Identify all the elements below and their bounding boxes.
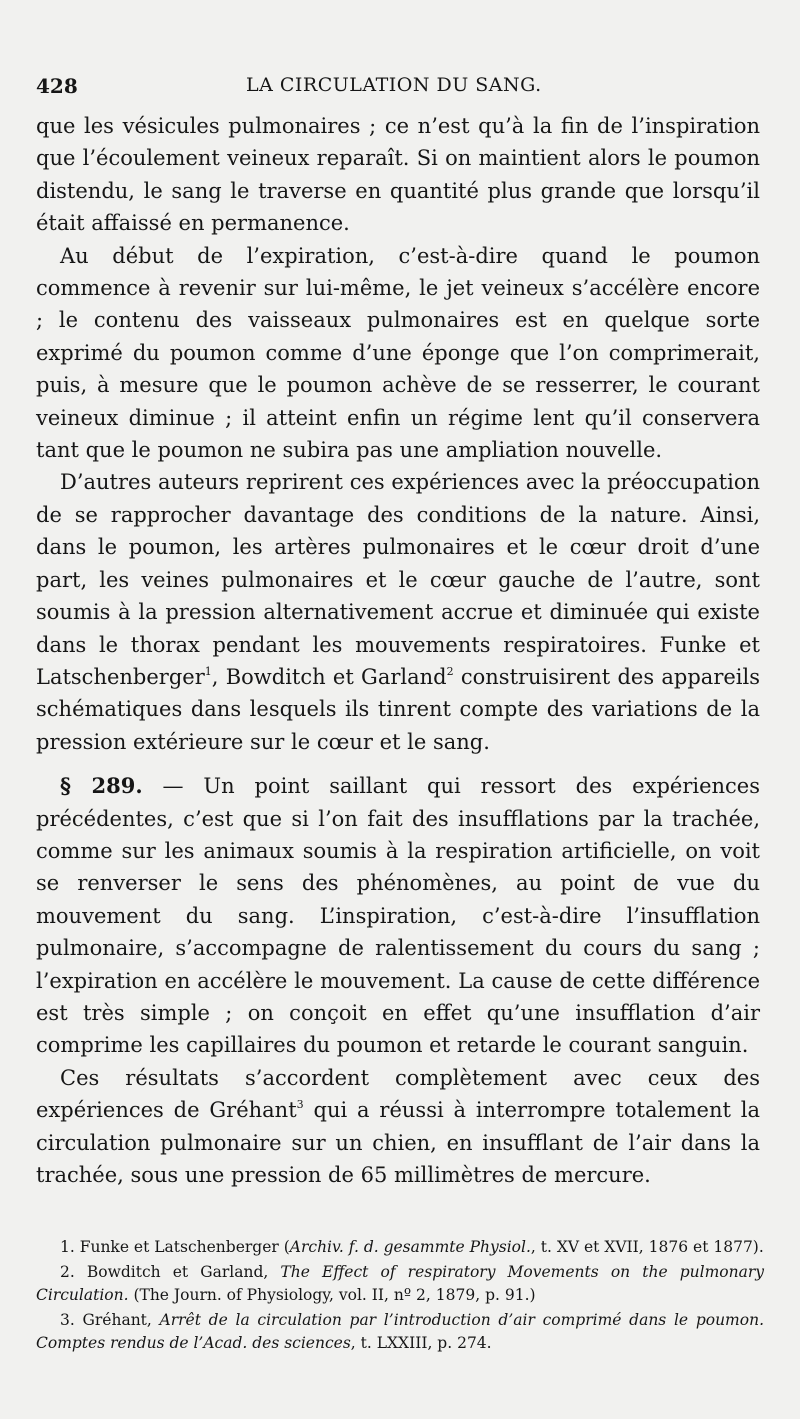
footnote-1-tail: , t. XV et XVII, 1876 et 1877). [530,1238,764,1256]
section-number: § 289. [60,773,143,799]
section-289-text: — Un point saillant qui ressort des expériences précédentes, c’est que si l’on fait des insufflations par la trachée, comme sur les animaux soumis à la respiration artificielle, on voit se renverser le sens des phénomènes, au point de vue du mouvement du sang. L’inspiration, c’est-à-dire l’insufflation pulmonaire, s’accompagne de ralentissement du cours du sang ; l’expiration en accélère le mouvement. La cause de cette différence est très simple ; on conçoit en effet qu’une insufflation d’air comprime les capillaires du poumon et retarde le courant sanguin. [36,774,760,1058]
paragraph-5-text-b: qui a réussi à interrompre totalement la circulation pulmonaire sur un chien, en insufflant de l’air dans la trachée, sous une pression de 65 millimètres de mercure. [36,1098,760,1187]
running-title: LA CIRCULATION DU SANG. [246,74,542,96]
page-number: 428 [36,74,78,98]
footnote-ref-3: 3 [296,1098,304,1112]
footnote-1-lead: 1. Funke et Latschenberger ( [60,1238,290,1256]
footnote-3-tail: , t. LXXIII, p. 274. [350,1334,492,1352]
paragraph-3-text-b: , Bowditch et Garland [211,664,447,689]
footnote-2 [36,1261,764,1307]
footnote-ref-1: 1 [204,664,212,678]
paragraph-3-text-c: construisirent des appareils schématiques dans lesquels ils tinrent compte des variations de la pression extérieure sur le cœur et le sang. [36,664,761,754]
paragraph-2: Au début de l’expiration, c’est-à-dire quand le poumon commence à revenir sur lui-même, le jet veineux s’accélère encore ; le contenu des vaisseaux pulmonaires est en quelque sorte exprimé du poumon comme d’une éponge que l’on comprimerait, puis, à mesure que le poumon achève de se resserrer, le courant veineux diminue ; il atteint enfin un régime lent qu’il conservera tant que le poumon ne subira pas une ampliation nouvelle. [36,243,760,463]
footnote-3-lead: 3. Gréhant, [60,1311,160,1329]
body-text [36,110,760,1191]
section-289-paragraph [36,770,760,1062]
page-header [36,74,760,104]
footnote-1-italic: Archiv. f. d. gesammte Physiol. [289,1238,531,1256]
paragraph-3 [36,466,760,758]
footnote-ref-2: 2 [446,664,454,678]
paragraph-1: que les vésicules pulmonaires ; ce n’est qu’à la fin de l’inspiration que l’écoulement veineux reparaît. Si on maintient alors le poumon distendu, le sang le traverse en quantité plus grande que lorsqu’il était affaissé en permanence. [36,114,760,236]
footnote-1 [36,1236,764,1259]
footnote-2-lead: 2. Bowditch et Garland, [60,1263,281,1281]
footnotes [36,1236,764,1357]
paragraph-5-text-a: Ces résultats s’accordent complètement avec ceux des expériences de Gréhant [36,1065,760,1123]
paragraph-3-text-a: D’autres auteurs reprirent ces expériences avec la préoccupation de se rapprocher davantage des conditions de la nature. Ainsi, dans le poumon, les artères pulmonaires et le cœur droit d’une part, les veines pulmonaires et le cœur gauche de l’autre, sont soumis à la pression alternativement accrue et diminuée qui existe dans le thorax pendant les mouvements respiratoires. Funke et Latschenberger [36,470,760,689]
footnote-3 [36,1309,764,1355]
footnote-2-tail: (The Journ. of Physiology, vol. II, nº 2, 1879, p. 91.) [128,1286,536,1304]
paragraph-5 [36,1062,760,1192]
footnote-2-italic: The Effect of respiratory Movements on the pulmonary Circulation. [36,1263,764,1304]
footnote-3-italic: Arrêt de la circulation par l’introduction d’air comprimé dans le poumon. Comptes rendus de l’Acad. des sciences [36,1311,764,1352]
